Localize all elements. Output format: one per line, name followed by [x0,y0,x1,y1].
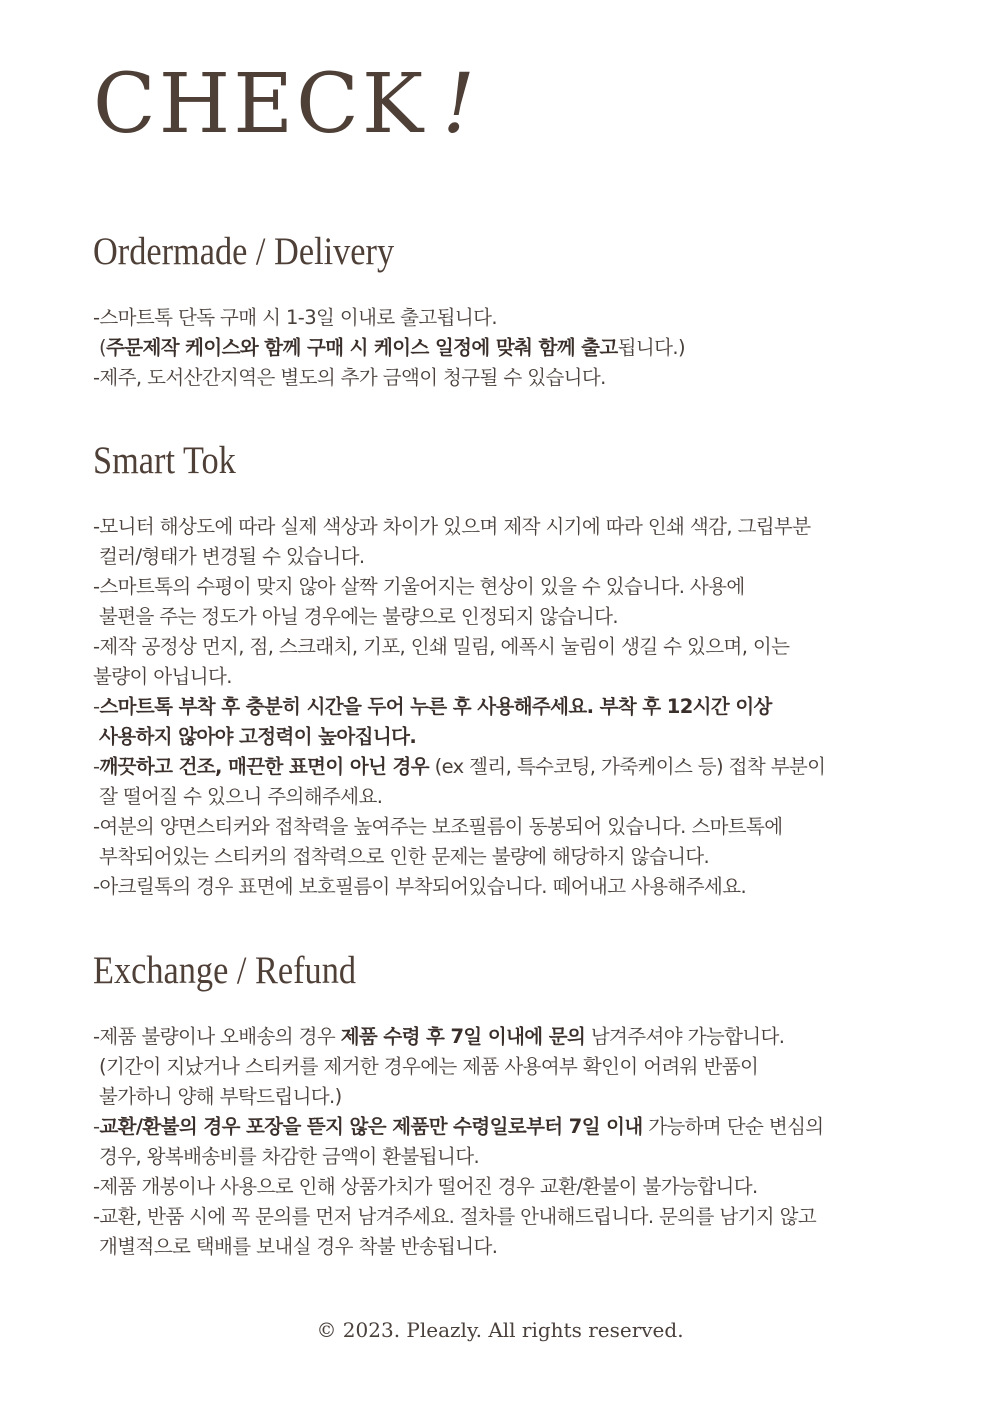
body-text: -여분의 양면스티커와 접착력을 높여주는 보조필름이 동봉되어 있습니다. 스마트톡에 [93,815,783,838]
body-text: -교환, 반품 시에 꼭 문의를 먼저 남겨주세요. 절차를 안내해드립니다. 문의를 남기지 않고 [93,1205,817,1228]
emphasis-text: 사용하지 않아야 고정력이 높아집니다. [99,725,417,748]
section-title-exchange-refund: Exchange / Refund [93,949,357,992]
text-line [93,1202,908,1232]
emphasis-text: 깨끗하고 건조, 매끈한 표면이 아닌 경우 [99,755,429,778]
emphasis-text: 스마트톡 부착 후 충분히 시간을 두어 누른 후 사용해주세요. 부착 후 12시간 이상 [99,695,772,718]
body-text: -스마트톡 단독 구매 시 1-3일 이내로 출고됩니다. [93,306,497,329]
text-line [93,1112,908,1142]
text-line [93,722,908,752]
page-heading [93,57,479,152]
text-line [93,752,908,782]
body-text: (ex 젤리, 특수코팅, 가죽케이스 등) 접착 부분이 [428,755,826,778]
body-text: 개별적으로 택배를 보내실 경우 착불 반송됩니다. [99,1235,498,1258]
body-text: - [93,1115,100,1138]
text-line [93,542,908,572]
text-line [93,1022,908,1052]
text-line [93,363,908,393]
body-text: 불량이 아닙니다. [93,665,232,688]
text-line [93,782,908,812]
text-line [93,1082,908,1112]
text-line [93,872,908,902]
body-text: -모니터 해상도에 따라 실제 색상과 차이가 있으며 제작 시기에 따라 인쇄 색감, 그립부분 [93,515,811,538]
body-text: -스마트톡의 수평이 맞지 않아 살짝 기울어지는 현상이 있을 수 있습니다. 사용에 [93,575,745,598]
body-text: (기간이 지났거나 스티커를 제거한 경우에는 제품 사용여부 확인이 어려워 반품이 [99,1055,759,1078]
body-text: -제작 공정상 먼지, 점, 스크래치, 기포, 인쇄 밀림, 에폭시 눌림이 생길 수 있으며, 이는 [93,635,790,658]
section-title-smart-tok: Smart Tok [93,439,236,482]
text-line [93,512,908,542]
text-line [93,842,908,872]
body-text: ( [99,336,107,359]
body-text: - [93,755,100,778]
page-title: CHECK [93,57,427,152]
body-text: 남겨주셔야 가능합니다. [585,1025,785,1048]
text-line [93,303,908,333]
text-line [93,333,908,363]
section-body-delivery [93,303,908,393]
text-line [93,1052,908,1082]
body-text: 불편을 주는 정도가 아닐 경우에는 불량으로 인정되지 않습니다. [99,605,618,628]
body-text: 됩니다.) [617,336,685,359]
body-text: 가능하며 단순 변심의 [642,1115,824,1138]
text-line [93,692,908,722]
text-line [93,662,908,692]
body-text: -제주, 도서산간지역은 별도의 추가 금액이 청구될 수 있습니다. [93,366,606,389]
body-text: 잘 떨어질 수 있으니 주의해주세요. [99,785,383,808]
text-line [93,1142,908,1172]
emphasis-text: 교환/환불의 경우 포장을 뜯지 않은 제품만 수령일로부터 7일 이내 [99,1115,643,1138]
section-body-exchange-refund [93,1022,908,1262]
text-line [93,1172,908,1202]
emphasis-text: 주문제작 케이스와 함께 구매 시 케이스 일정에 맞춰 함께 출고 [106,336,618,359]
body-text: 컬러/형태가 변경될 수 있습니다. [99,545,365,568]
body-text: -제품 불량이나 오배송의 경우 [93,1025,341,1048]
body-text: - [93,695,100,718]
text-line [93,632,908,662]
text-line [93,602,908,632]
section-title-delivery: Ordermade / Delivery [93,230,395,273]
section-body-smart-tok [93,512,908,902]
exclamation-mark: ! [442,57,479,152]
text-line [93,1232,908,1262]
text-line [93,572,908,602]
body-text: 불가하니 양해 부탁드립니다.) [99,1085,342,1108]
body-text: -아크릴톡의 경우 표면에 보호필름이 부착되어있습니다. 떼어내고 사용해주세요. [93,875,747,898]
copyright-footer: © 2023. Pleazly. All rights reserved. [316,1318,684,1342]
body-text: -제품 개봉이나 사용으로 인해 상품가치가 떨어진 경우 교환/환불이 불가능합니다. [93,1175,758,1198]
body-text: 부착되어있는 스티커의 접착력으로 인한 문제는 불량에 해당하지 않습니다. [99,845,710,868]
body-text: 경우, 왕복배송비를 차감한 금액이 환불됩니다. [99,1145,480,1168]
emphasis-text: 제품 수령 후 7일 이내에 문의 [340,1025,586,1048]
text-line [93,812,908,842]
